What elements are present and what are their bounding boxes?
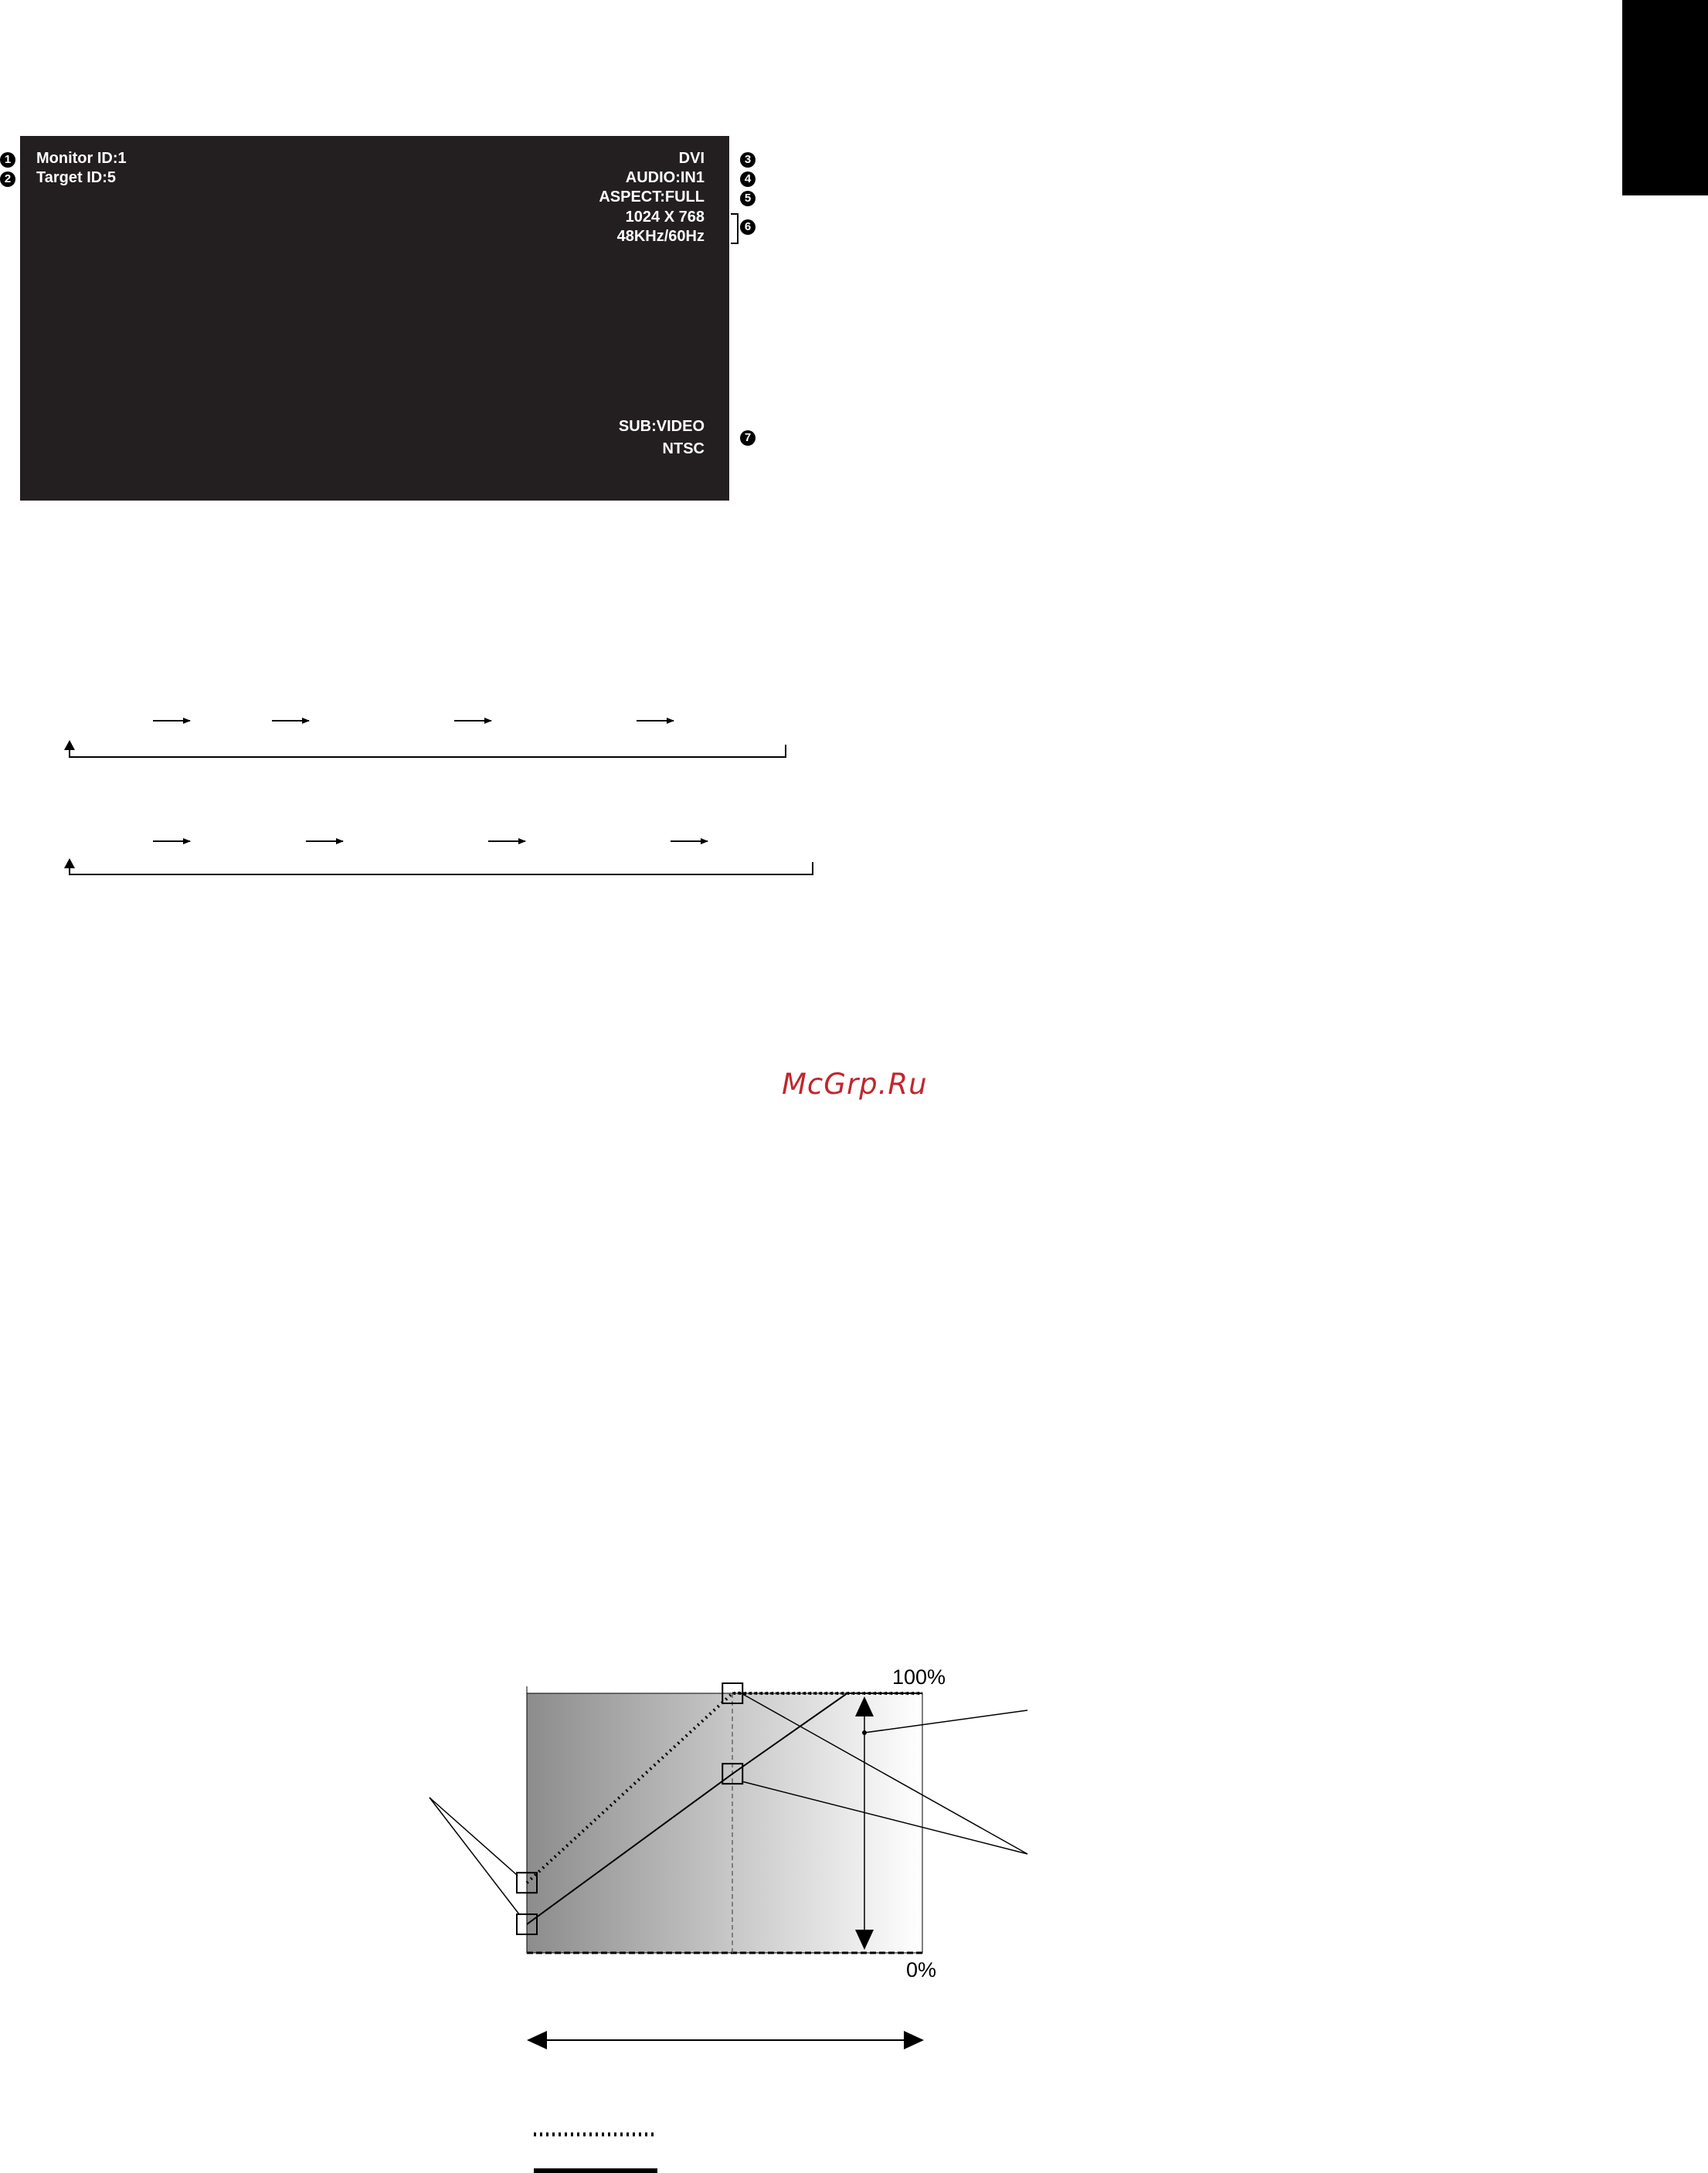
horizontal-arrow-left-head: [527, 2031, 547, 2049]
chart-y-max-label: 100%: [892, 1665, 946, 1689]
callout-1-badge: 1: [0, 152, 15, 168]
callout-5-badge: 5: [740, 191, 756, 206]
series-solid-line: [527, 1693, 922, 1924]
right-leader-line-2: [742, 1781, 1027, 1854]
input-text: DVI: [678, 150, 705, 167]
watermark: McGrp.Ru: [782, 1068, 928, 1101]
left-leader-line-1: [430, 1798, 518, 1876]
chart-gradient-area: [527, 1693, 922, 1953]
range-arrow-bottom-head: [855, 1930, 874, 1950]
flow-return-arrowhead-2: [64, 858, 75, 868]
series-dotted-point-marker: [722, 1683, 742, 1703]
callout-7-badge: 7: [740, 430, 756, 446]
flow-return-line-1: [70, 745, 786, 757]
callout-3-badge: 3: [740, 152, 756, 168]
range-arrow-top-head: [855, 1696, 874, 1716]
series-dotted-point-marker: [517, 1873, 537, 1893]
callout-4-badge: 4: [740, 171, 756, 187]
range-leader-line: [864, 1710, 1027, 1733]
series-solid-point-marker: [517, 1914, 537, 1934]
aspect-text: ASPECT:FULL: [599, 188, 705, 205]
flow-row-2: [64, 841, 813, 874]
horizontal-arrow-right-head: [904, 2031, 924, 2049]
audio-text: AUDIO:IN1: [625, 169, 705, 186]
series-dotted-line: [527, 1693, 922, 1883]
flow-return-arrowhead-1: [64, 740, 75, 750]
sub-signal-text: NTSC: [662, 440, 705, 457]
right-leader-line-1: [739, 1692, 1027, 1854]
target-id-text: Target ID:5: [36, 169, 116, 186]
flow-return-line-2: [70, 862, 813, 874]
left-leader-line-2: [430, 1798, 519, 1914]
resolution-text: 1024 X 768: [625, 209, 705, 226]
series-solid-point-marker: [722, 1764, 742, 1784]
monitor-id-text: Monitor ID:1: [36, 150, 127, 167]
input-cycle-flow-diagrams: [0, 0, 1708, 927]
callout-6-badge: 6: [740, 219, 756, 235]
range-leader-dot: [862, 1730, 867, 1735]
chart-y-min-label: 0%: [906, 1958, 937, 1981]
flow-row-1: [64, 721, 786, 757]
sub-input-text: SUB:VIDEO: [618, 418, 705, 435]
frequency-text: 48KHz/60Hz: [616, 228, 705, 245]
callout-2-badge: 2: [0, 171, 15, 187]
